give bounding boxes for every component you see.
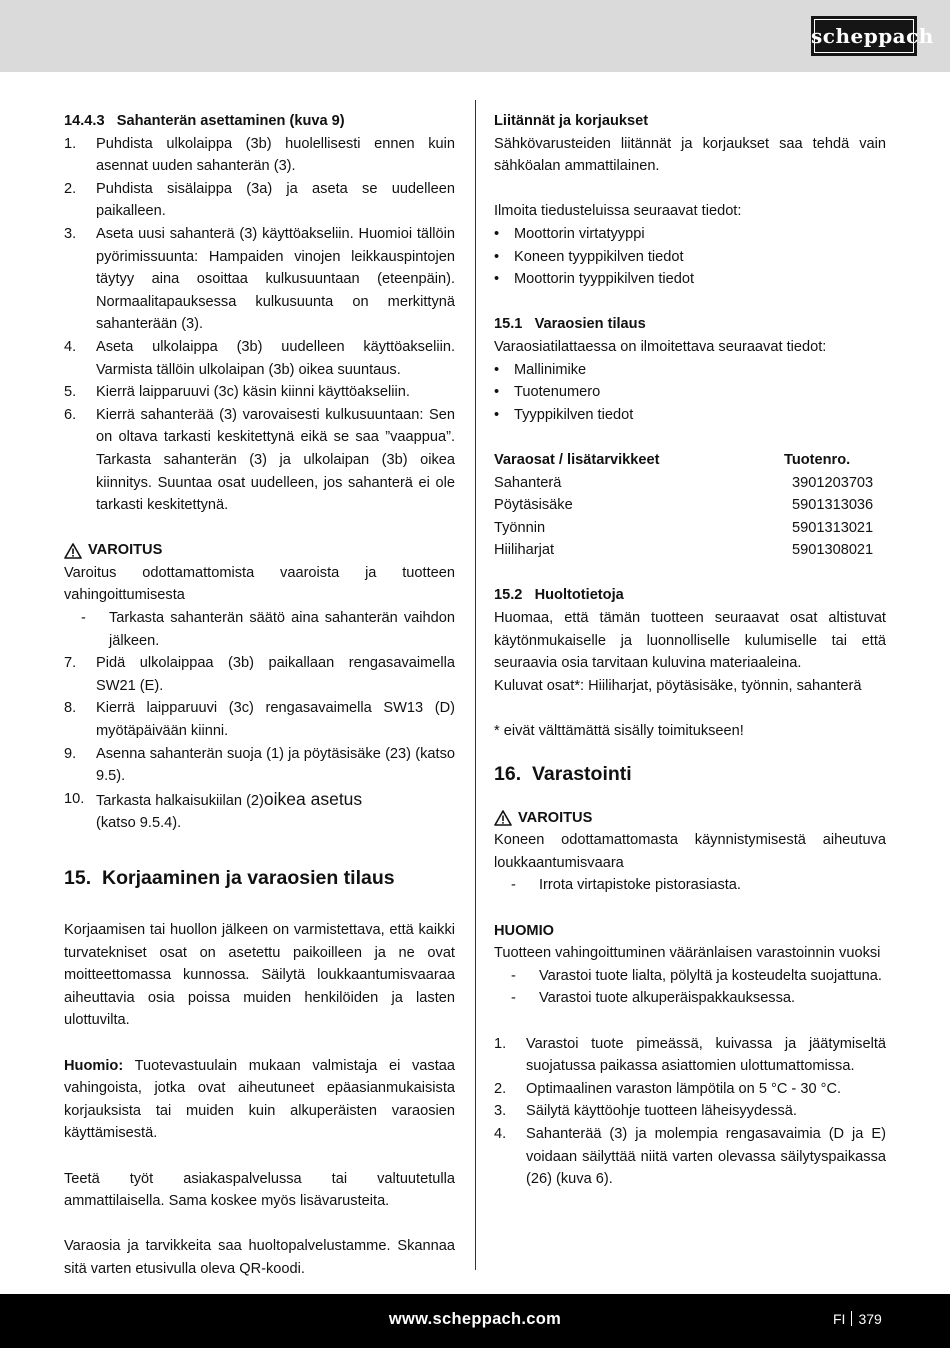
list-item [494, 359, 886, 382]
separator [851, 1311, 852, 1326]
list-marker: - [81, 610, 86, 627]
service-paragraph: Teetä työt asiakaspalvelussa tai valtuutetulla ammattilaisella. Sama koskee myös lisävarusteita. [64, 1170, 455, 1210]
step-text: Tarkasta halkaisukiilan (2) [96, 792, 264, 809]
list-marker: - [511, 877, 516, 894]
part-number-cell: 3901203703 [792, 474, 874, 491]
list-marker: 6. [64, 406, 77, 423]
storage-steps-list [494, 1033, 886, 1191]
warning-text: Koneen odottamattomasta käynnistymisestä aiheutuva loukkaantumisvaara [494, 832, 886, 871]
list-item-text: Tyyppikilven tiedot [514, 406, 634, 423]
list-marker: 4. [64, 338, 77, 355]
warning-dash-list [494, 874, 886, 897]
list-item-text: Irrota virtapistoke pistorasiasta. [539, 877, 741, 894]
list-marker: • [494, 406, 500, 423]
left-column [64, 110, 455, 1281]
list-item [494, 987, 886, 1010]
part-number-cell: 5901313021 [792, 519, 874, 536]
list-item-text: Varastoi tuote lialta, pölyltä ja kosteudelta suojattuna. [539, 967, 882, 984]
table-row [494, 517, 886, 540]
language-code: FI [833, 1311, 846, 1327]
list-item-text: Aseta uusi sahanterä (3) käyttöakseliin. Huomioi tällöin pyörimissuunta: Hampaiden vinojen leikkauspintojen täytyy aina osoittaa kulkusuuntaan (eteenpäin). Normaalitapauksessa kulkusuunta on merkittynä sahanterään (3). [96, 225, 455, 333]
list-item [494, 1033, 886, 1078]
list-item-text: Moottorin tyyppikilven tiedot [514, 271, 695, 288]
list-item-text: Koneen tyyppikilven tiedot [514, 248, 684, 265]
step-10 [64, 788, 455, 835]
website-url: www.scheppach.com [388, 1310, 562, 1328]
step-number: 10. [64, 790, 85, 807]
blade-steps-list [64, 133, 455, 517]
section-title: Varaosien tilaus [534, 316, 646, 333]
section-title: Korjaaminen ja varaosien tilaus [102, 867, 395, 889]
column-divider [475, 100, 476, 1270]
section-title: Varastointi [532, 762, 632, 785]
list-marker: • [494, 271, 500, 288]
warning-triangle-icon [64, 543, 82, 559]
section-14-4-3-heading [64, 110, 455, 133]
list-marker: - [511, 990, 516, 1007]
table-header-cell: Varaosat / lisätarvikkeet [494, 451, 660, 468]
list-marker: • [494, 225, 500, 242]
list-marker: 3. [494, 1103, 507, 1120]
list-marker: 8. [64, 700, 77, 717]
page-header [0, 0, 950, 72]
connections-title: Liitännät ja korjaukset [494, 113, 649, 129]
list-item [494, 1100, 886, 1123]
section-16-heading [494, 761, 886, 787]
list-item [494, 223, 886, 246]
list-item [64, 697, 455, 742]
liability-paragraph [64, 1055, 455, 1145]
list-item [64, 743, 455, 788]
order-text: Varaosiatilattaessa on ilmoitettava seuraavat tiedot: [494, 338, 827, 355]
blade-steps-list-2 [64, 652, 455, 788]
warning-title: VAROITUS [88, 542, 163, 559]
list-item-text: Säilytä käyttöohje tuotteen läheisyydessä. [526, 1103, 797, 1120]
warning-heading [64, 539, 455, 562]
brand-logo: scheppach [811, 16, 917, 56]
part-name-cell: Pöytäsisäke [494, 497, 573, 514]
part-name-cell: Työnnin [494, 519, 546, 536]
list-item-text: Kierrä laipparuuvi (3c) käsin kiinni käyttöakseliin. [96, 384, 410, 401]
section-number: 15.2 [494, 587, 523, 604]
list-marker: 1. [494, 1035, 507, 1052]
list-item-text: Sahanterää (3) ja molempia rengasavaimia (D ja E) voidaan säilyttää niitä varten olevassa säilytyspaikassa (26) (kuva 6). [526, 1125, 886, 1188]
warning-title: VAROITUS [518, 809, 593, 826]
list-marker: - [511, 967, 516, 984]
list-item [494, 1123, 886, 1191]
warning-dash-list [64, 607, 455, 652]
list-item [494, 965, 886, 988]
section-number: 16. [494, 762, 522, 785]
list-item-text: Aseta ulkolaippa (3b) uudelleen käyttöakseliin. Varmista tällöin ulkolaipan (3b) oikea suuntaus. [96, 338, 455, 378]
list-item [64, 404, 455, 517]
page-footer [0, 1294, 950, 1348]
notice-text: Tuotteen vahingoittuminen vääränlaisen varastoinnin vuoksi [494, 945, 881, 962]
table-header-row [494, 449, 886, 472]
list-item-text: Moottorin virtatyyppi [514, 225, 645, 242]
repair-paragraph: Korjaamisen tai huollon jälkeen on varmistettava, että kaikki turvatekniset osat on asetettu paikoilleen ja ne ovat moitteettomassa kunnossa. Säilytä loukkaantumisvaaraa aiheuttavia osia poissa muiden henkilöiden ja lasten ulottuvilta. [64, 922, 455, 1029]
list-marker: 2. [494, 1080, 507, 1097]
list-marker: 5. [64, 384, 77, 401]
liability-label: Huomio: [64, 1057, 124, 1074]
notice-title: HUOMIO [494, 922, 554, 939]
list-item-text: Optimaalinen varaston lämpötila on 5 °C - 30 °C. [526, 1080, 842, 1097]
list-item-text: Puhdista ulkolaippa (3b) huolellisesti ennen kuin asennat uuden sahanterän (3). [96, 135, 455, 175]
list-item [64, 223, 455, 336]
list-item [64, 133, 455, 178]
spare-parts-paragraph: Varaosia ja tarvikkeita saa huoltopalvelustamme. Skannaa sitä varten etusivulla oleva QR-koodi. [64, 1238, 455, 1277]
section-title: Sahanterän asettaminen (kuva 9) [116, 113, 345, 129]
section-15-1-heading [494, 313, 886, 336]
list-item [494, 874, 886, 897]
table-header-cell: Tuotenro. [784, 451, 851, 468]
list-item-text: Pidä ulkolaippaa (3b) paikallaan rengasavaimella SW21 (E). [96, 655, 455, 694]
list-item [64, 336, 455, 381]
list-item-text: Puhdista sisälaippa (3a) ja aseta se uudelleen paikalleen. [96, 180, 455, 220]
list-marker: 1. [64, 135, 77, 152]
footnote: * eivät välttämättä sisälly toimitukseen! [494, 723, 744, 740]
list-marker: • [494, 384, 500, 401]
page-number [833, 1308, 882, 1330]
list-item-text: Varastoi tuote alkuperäispakkauksessa. [539, 990, 796, 1007]
list-item [494, 404, 886, 427]
right-column [494, 110, 886, 1191]
list-item-text: Tarkasta sahanterän säätö aina sahanterän vaihdon jälkeen. [109, 610, 455, 649]
list-item [64, 652, 455, 697]
list-item-text: Kierrä sahanterää (3) varovaisesti kulkusuuntaan: Sen on oltava tarkasti keskitettynä eikä se saa ”vaappua”. Tarkasta sahanterän (3) ja ulkolaipan (3b) oikea kiinnitys. Suuntaa osat uudelleen, jos sahanterä ei ole tarkasti keskitettynä. [96, 406, 455, 514]
info-bullet-list [494, 223, 886, 291]
spare-parts-rows [494, 472, 886, 562]
part-number-cell: 5901308021 [792, 542, 874, 559]
spare-parts-table [494, 449, 886, 562]
list-item [494, 268, 886, 291]
list-item [494, 246, 886, 269]
list-item-text: Kierrä laipparuuvi (3c) rengasavaimella SW13 (D) myötäpäivään kiinni. [96, 700, 455, 740]
section-15-2-heading [494, 584, 886, 607]
section-number: 15. [64, 867, 92, 889]
list-marker: 4. [494, 1125, 507, 1142]
list-item-text: Asenna sahanterän suoja (1) ja pöytäsisäke (23) (katso 9.5). [96, 745, 455, 785]
table-row [494, 539, 886, 562]
table-row [494, 472, 886, 495]
list-item-text: Mallinimike [514, 361, 587, 378]
order-bullet-list [494, 359, 886, 427]
notice-dash-list [494, 965, 886, 1010]
warning-heading [494, 807, 886, 830]
section-number: 15.1 [494, 316, 523, 333]
warning-text: Varoitus odottamattomista vaaroista ja tuotteen vahingoittumisesta [64, 564, 455, 604]
service-info-text: Huomaa, että tämän tuotteen seuraavat osat altistuvat käytönmukaiselle ja luonnolliselle kulumiselle tai että seuraavia osia tarvitaan kuluvina materiaaleina. [494, 610, 886, 672]
section-title: Huoltotietoja [534, 587, 624, 604]
list-item [494, 381, 886, 404]
list-item [494, 1078, 886, 1101]
list-item [64, 178, 455, 223]
step-text-large: oikea asetus [263, 788, 363, 809]
list-marker: 3. [64, 225, 77, 242]
list-item-text: Varastoi tuote pimeässä, kuivassa ja jäätymiseltä suojatussa paikassa asiattomien ulottumattomissa. [526, 1035, 886, 1075]
part-name-cell: Hiiliharjat [494, 542, 555, 559]
table-row [494, 494, 886, 517]
warning-triangle-icon [494, 810, 512, 826]
list-marker: 2. [64, 180, 77, 197]
connections-text: Sähkövarusteiden liitännät ja korjaukset saa tehdä vain sähköalan ammattilainen. [494, 135, 886, 175]
list-item [64, 381, 455, 404]
list-marker: • [494, 361, 500, 378]
part-number-cell: 5901313036 [792, 497, 874, 514]
page-number-value: 379 [858, 1311, 882, 1327]
part-name-cell: Sahanterä [494, 474, 562, 491]
list-marker: 7. [64, 655, 77, 672]
liability-text: Tuotevastuulain mukaan valmistaja ei vastaa vahingoista, jotka ovat aiheutuneet epäasianmukaisista korjauksista tai muiden kuin alkuperäisten varaosien käyttämisestä. [64, 1057, 455, 1142]
section-15-heading [64, 865, 455, 891]
list-item [64, 607, 455, 652]
info-text: Ilmoita tiedusteluissa seuraavat tiedot: [494, 203, 742, 220]
list-item-text: Tuotenumero [514, 384, 601, 401]
list-marker: • [494, 248, 500, 265]
step-text-ref: (katso 9.5.4). [96, 815, 182, 832]
list-marker: 9. [64, 745, 77, 762]
wear-parts-text: Kuluvat osat*: Hiiliharjat, pöytäsisäke, työnnin, sahanterä [494, 677, 862, 694]
section-number: 14.4.3 [64, 113, 105, 129]
